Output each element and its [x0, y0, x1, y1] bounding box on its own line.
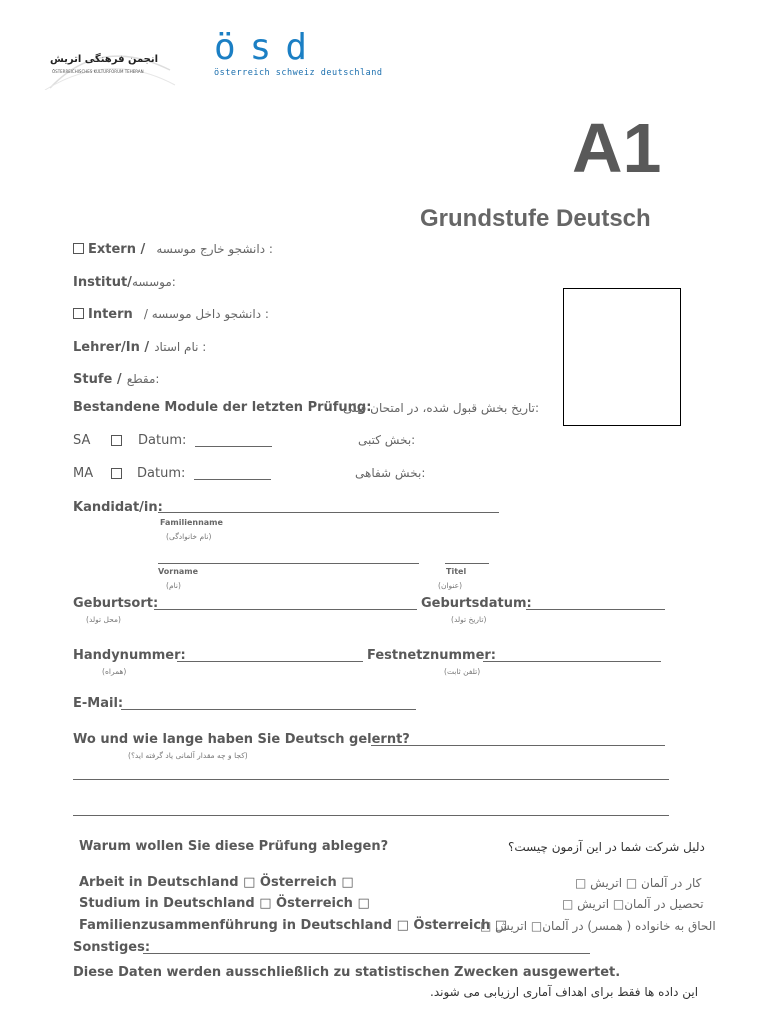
handy-label-fa: (همراه) — [102, 667, 127, 676]
geburtsdatum-field[interactable] — [526, 609, 665, 610]
wo-label: Wo und wie lange haben Sie Deutsch gelernt? — [73, 732, 410, 747]
handy-field[interactable] — [177, 661, 363, 662]
reason-familie-fa[interactable]: الحاق به خانواده ( همسر) در آلمان□ اتریش □ — [480, 919, 716, 933]
statistics-note: Diese Daten werden ausschließlich zu statistischen Zwecken ausgewertet. — [73, 965, 621, 980]
lehrer-label: Lehrer/In / — [73, 340, 150, 355]
reason-familie[interactable]: Familienzusammenführung in Deutschland □ Österreich □ — [79, 918, 508, 933]
extern-label-fa: دانشجو خارج موسسه : — [156, 242, 273, 256]
geburtsort-field[interactable] — [154, 609, 417, 610]
familienname-label: Familienname — [160, 518, 223, 527]
reason-studium[interactable]: Studium in Deutschland □ Österreich □ — [79, 896, 370, 911]
osd-logo-text: ösd — [214, 27, 322, 68]
geburtsort-label: Geburtsort: — [73, 596, 159, 611]
kulturforum-subtitle: ÖSTERREICHISCHES KULTURFORUM TEHERAN — [52, 69, 144, 74]
kulturforum-swoosh-icon — [40, 40, 180, 90]
lehrer-label-fa: نام استاد : — [154, 340, 207, 354]
festnetz-label-fa: (تلفن ثابت) — [444, 667, 481, 676]
kandidat-label: Kandidat/in: — [73, 500, 163, 515]
osd-logo — [214, 27, 383, 78]
titel-label-fa: (عنوان) — [438, 581, 463, 590]
titel-label: Titel — [446, 567, 467, 576]
reason-arbeit-fa[interactable]: کار در آلمان □ اتریش □ — [575, 876, 702, 890]
ma-datum-field[interactable] — [194, 479, 271, 480]
sa-datum-label: Datum: — [138, 433, 187, 448]
wo-field-line-3[interactable] — [73, 815, 669, 816]
sa-datum-field[interactable] — [195, 446, 272, 447]
reason-studium-fa[interactable]: تحصیل در آلمان□ اتریش □ — [562, 897, 704, 911]
ma-label: MA — [73, 466, 94, 481]
email-field[interactable] — [121, 709, 416, 710]
intern-label-fa: / دانشجو داخل موسسه : — [143, 307, 269, 321]
reason-question-fa: دلیل شرکت شما در این آزمون چیست؟ — [508, 840, 705, 854]
geburtsdatum-label-fa: (تاریخ تولد) — [451, 615, 487, 624]
extern-label: Extern / — [88, 242, 146, 257]
festnetz-field[interactable] — [483, 661, 661, 662]
module-label-fa: تاریخ بخش قبول شده، در امتحان قبلی: — [343, 401, 540, 415]
sonstiges-label: Sonstiges: — [73, 940, 151, 955]
festnetz-label: Festnetznummer: — [367, 648, 497, 663]
geburtsdatum-label: Geburtsdatum: — [421, 596, 532, 611]
institut-label: Institut/ — [73, 275, 132, 290]
intern-checkbox[interactable] — [73, 308, 84, 319]
wo-field-line-2[interactable] — [73, 779, 669, 780]
photo-box[interactable] — [563, 288, 681, 426]
sa-checkbox[interactable] — [111, 435, 122, 446]
sa-label: SA — [73, 433, 91, 448]
vorname-label-fa: (نام) — [166, 581, 181, 590]
kulturforum-logo — [40, 40, 180, 90]
handy-label: Handynummer: — [73, 648, 186, 663]
ma-checkbox[interactable] — [111, 468, 122, 479]
geburtsort-label-fa: (محل تولد) — [86, 615, 121, 624]
intern-label: Intern — [88, 307, 133, 322]
vorname-label: Vorname — [158, 567, 199, 576]
level-title: Grundstufe Deutsch — [420, 205, 651, 232]
ma-datum-label: Datum: — [137, 466, 186, 481]
level-heading: A1 — [572, 109, 662, 187]
familienname-label-fa: (نام خانوادگی) — [166, 532, 212, 541]
stufe-label: Stufe / — [73, 372, 122, 387]
wo-label-fa: (کجا و چه مقدار آلمانی یاد گرفته اید؟) — [128, 751, 248, 760]
extern-checkbox[interactable] — [73, 243, 84, 254]
module-label: Bestandene Module der letzten Prüfung: — [73, 400, 372, 415]
titel-field[interactable] — [445, 563, 489, 564]
reason-question: Warum wollen Sie diese Prüfung ablegen? — [79, 839, 389, 854]
institut-label-fa: موسسه: — [131, 275, 176, 289]
ma-label-fa: بخش شفاهی: — [355, 466, 426, 480]
statistics-note-fa: این داده ها فقط برای اهداف آماری ارزیابی می شوند. — [430, 985, 699, 999]
email-label: E-Mail: — [73, 696, 124, 711]
stufe-label-fa: مقطع: — [126, 372, 160, 386]
sonstiges-field[interactable] — [143, 953, 590, 954]
osd-tagline: österreich schweiz deutschland — [214, 68, 383, 78]
wo-field[interactable] — [371, 745, 665, 746]
kulturforum-name: انجمن فرهنگی اتریش — [50, 54, 159, 65]
reason-arbeit[interactable]: Arbeit in Deutschland □ Österreich □ — [79, 875, 354, 890]
sa-label-fa: بخش کتبی: — [358, 433, 416, 447]
familienname-field[interactable] — [158, 512, 499, 513]
vorname-field[interactable] — [158, 563, 419, 564]
